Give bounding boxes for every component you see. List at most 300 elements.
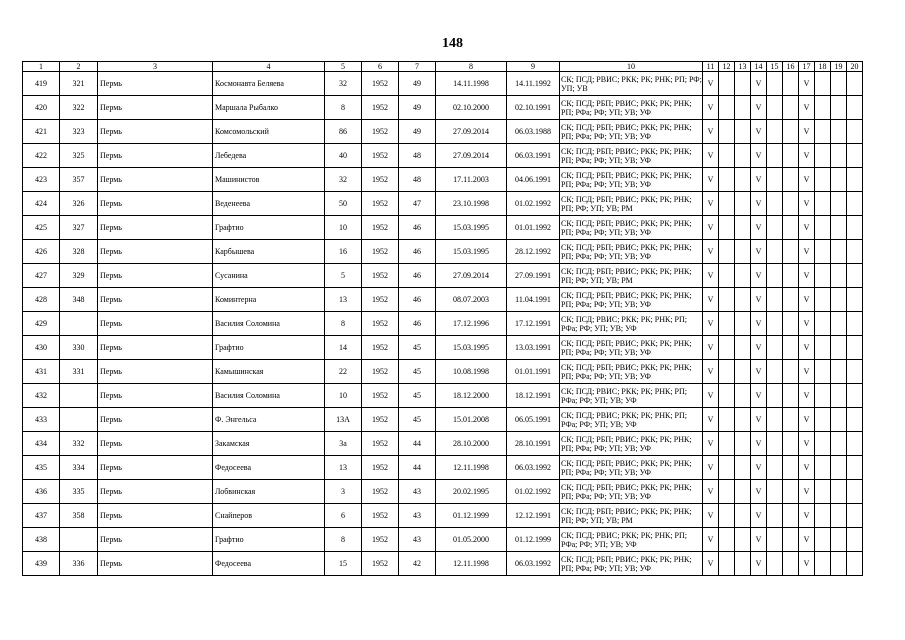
mark-cell: V [703, 216, 719, 240]
mark-cell: V [703, 288, 719, 312]
categories-cell: СК; ПСД; РБП; РВИС; РКК; РК; РНК; РП; РФа; РФ; УП; УВ; УФ [560, 336, 703, 360]
mark-cell [767, 528, 783, 552]
mark-cell [831, 432, 847, 456]
mark-cell [815, 504, 831, 528]
mark-cell: V [751, 552, 767, 576]
street-cell: Машинистов [213, 168, 325, 192]
categories-cell: СК; ПСД; РВИС; РКК; РК; РНК; РП; РФа; РФ; УП; УВ; УФ [560, 528, 703, 552]
column-header: 17 [799, 62, 815, 72]
mark-cell [735, 312, 751, 336]
mark-cell [719, 72, 735, 96]
mark-cell [719, 480, 735, 504]
column-header: 3 [98, 62, 213, 72]
mark-cell: V [703, 168, 719, 192]
mark-cell: V [799, 456, 815, 480]
year-cell: 1952 [362, 336, 399, 360]
year-cell: 1952 [362, 120, 399, 144]
mark-cell [767, 480, 783, 504]
column-header: 18 [815, 62, 831, 72]
mark-cell: V [751, 120, 767, 144]
categories-cell: СК; ПСД; РБП; РВИС; РКК; РК; РНК; РП; РФа; РФ; УП; УВ; УФ [560, 96, 703, 120]
mark-cell: V [799, 504, 815, 528]
mark-cell [815, 96, 831, 120]
value-cell: 46 [399, 264, 436, 288]
mark-cell: V [703, 120, 719, 144]
mark-cell: V [751, 480, 767, 504]
date-cell: 27.09.2014 [436, 120, 507, 144]
mark-cell [815, 552, 831, 576]
row-number: 431 [23, 360, 60, 384]
house-cell: 5 [325, 264, 362, 288]
date-cell: 12.11.1998 [436, 552, 507, 576]
mark-cell [783, 192, 799, 216]
date-cell: 02.10.1991 [507, 96, 560, 120]
value-cell: 43 [399, 480, 436, 504]
mark-cell [831, 312, 847, 336]
mark-cell [767, 432, 783, 456]
object-id [60, 384, 98, 408]
mark-cell: V [799, 72, 815, 96]
date-cell: 06.03.1991 [507, 144, 560, 168]
categories-cell: СК; ПСД; РБП; РВИС; РКК; РК; РНК; РП; РФ; УП; УВ; РМ [560, 192, 703, 216]
mark-cell [815, 144, 831, 168]
house-cell: 13 [325, 288, 362, 312]
object-id: 329 [60, 264, 98, 288]
table-row [23, 552, 863, 576]
mark-cell [831, 192, 847, 216]
column-header: 5 [325, 62, 362, 72]
mark-cell [815, 168, 831, 192]
categories-cell: СК; ПСД; РВИС; РКК; РК; РНК; РП; РФа; РФ; УП; УВ; УФ [560, 312, 703, 336]
mark-cell [767, 384, 783, 408]
mark-cell: V [751, 384, 767, 408]
object-id: 325 [60, 144, 98, 168]
object-id: 321 [60, 72, 98, 96]
mark-cell [735, 456, 751, 480]
mark-cell [815, 456, 831, 480]
mark-cell: V [751, 432, 767, 456]
mark-cell [735, 216, 751, 240]
date-cell: 01.01.1992 [507, 216, 560, 240]
house-cell: 16 [325, 240, 362, 264]
mark-cell [847, 168, 863, 192]
mark-cell: V [751, 192, 767, 216]
mark-cell [735, 144, 751, 168]
mark-cell [735, 72, 751, 96]
year-cell: 1952 [362, 552, 399, 576]
object-id [60, 528, 98, 552]
house-cell: 8 [325, 528, 362, 552]
column-header: 2 [60, 62, 98, 72]
mark-cell [847, 360, 863, 384]
column-header: 12 [719, 62, 735, 72]
city-cell: Пермь [98, 240, 213, 264]
street-cell: Коминтерна [213, 288, 325, 312]
mark-cell [831, 72, 847, 96]
mark-cell: V [703, 408, 719, 432]
column-header: 16 [783, 62, 799, 72]
mark-cell [767, 312, 783, 336]
value-cell: 48 [399, 168, 436, 192]
mark-cell [735, 552, 751, 576]
year-cell: 1952 [362, 480, 399, 504]
mark-cell [831, 216, 847, 240]
house-cell: 13 [325, 456, 362, 480]
city-cell: Пермь [98, 336, 213, 360]
table-row [23, 264, 863, 288]
value-cell: 49 [399, 96, 436, 120]
house-cell: 3а [325, 432, 362, 456]
mark-cell [719, 120, 735, 144]
date-cell: 08.07.2003 [436, 288, 507, 312]
row-number: 429 [23, 312, 60, 336]
mark-cell [735, 528, 751, 552]
mark-cell: V [799, 168, 815, 192]
mark-cell: V [799, 432, 815, 456]
year-cell: 1952 [362, 432, 399, 456]
row-number: 434 [23, 432, 60, 456]
row-number: 419 [23, 72, 60, 96]
column-header: 19 [831, 62, 847, 72]
object-id: 334 [60, 456, 98, 480]
mark-cell [735, 120, 751, 144]
date-cell: 11.04.1991 [507, 288, 560, 312]
house-cell: 15 [325, 552, 362, 576]
city-cell: Пермь [98, 456, 213, 480]
value-cell: 46 [399, 240, 436, 264]
value-cell: 44 [399, 432, 436, 456]
mark-cell [831, 120, 847, 144]
mark-cell [719, 216, 735, 240]
object-id: 336 [60, 552, 98, 576]
house-cell: 3 [325, 480, 362, 504]
row-number: 433 [23, 408, 60, 432]
year-cell: 1952 [362, 144, 399, 168]
mark-cell [831, 552, 847, 576]
date-cell: 01.02.1992 [507, 480, 560, 504]
mark-cell: V [703, 360, 719, 384]
mark-cell [847, 456, 863, 480]
mark-cell [719, 528, 735, 552]
mark-cell [719, 288, 735, 312]
value-cell: 45 [399, 360, 436, 384]
mark-cell: V [703, 504, 719, 528]
mark-cell [719, 312, 735, 336]
mark-cell [783, 456, 799, 480]
mark-cell [815, 288, 831, 312]
mark-cell: V [799, 384, 815, 408]
mark-cell [767, 504, 783, 528]
value-cell: 46 [399, 288, 436, 312]
mark-cell: V [703, 384, 719, 408]
mark-cell: V [799, 96, 815, 120]
mark-cell: V [703, 312, 719, 336]
mark-cell: V [799, 360, 815, 384]
register-table [22, 61, 863, 576]
table-row [23, 192, 863, 216]
mark-cell: V [799, 264, 815, 288]
city-cell: Пермь [98, 168, 213, 192]
mark-cell: V [751, 264, 767, 288]
mark-cell [783, 144, 799, 168]
city-cell: Пермь [98, 264, 213, 288]
year-cell: 1952 [362, 528, 399, 552]
mark-cell [815, 240, 831, 264]
date-cell: 06.03.1992 [507, 456, 560, 480]
year-cell: 1952 [362, 456, 399, 480]
mark-cell [831, 264, 847, 288]
street-cell: Василия Соломина [213, 312, 325, 336]
categories-cell: СК; ПСД; РБП; РВИС; РКК; РК; РНК; РП; РФа; РФ; УП; УВ; УФ [560, 216, 703, 240]
mark-cell [735, 480, 751, 504]
year-cell: 1952 [362, 384, 399, 408]
street-cell: Графтио [213, 336, 325, 360]
date-cell: 17.12.1991 [507, 312, 560, 336]
mark-cell [831, 456, 847, 480]
table-row [23, 432, 863, 456]
object-id: 358 [60, 504, 98, 528]
mark-cell [847, 408, 863, 432]
mark-cell [847, 192, 863, 216]
mark-cell [831, 168, 847, 192]
column-header: 10 [560, 62, 703, 72]
mark-cell: V [799, 480, 815, 504]
city-cell: Пермь [98, 312, 213, 336]
date-cell: 28.10.1991 [507, 432, 560, 456]
date-cell: 17.12.1996 [436, 312, 507, 336]
mark-cell [783, 360, 799, 384]
mark-cell [815, 432, 831, 456]
year-cell: 1952 [362, 264, 399, 288]
city-cell: Пермь [98, 360, 213, 384]
value-cell: 45 [399, 408, 436, 432]
date-cell: 23.10.1998 [436, 192, 507, 216]
city-cell: Пермь [98, 288, 213, 312]
mark-cell [847, 120, 863, 144]
column-header: 13 [735, 62, 751, 72]
mark-cell [815, 336, 831, 360]
date-cell: 14.11.1998 [436, 72, 507, 96]
categories-cell: СК; ПСД; РБП; РВИС; РКК; РК; РНК; РП; РФа; РФ; УП; УВ; УФ [560, 288, 703, 312]
object-id: 323 [60, 120, 98, 144]
mark-cell: V [751, 456, 767, 480]
mark-cell [831, 480, 847, 504]
mark-cell: V [751, 312, 767, 336]
categories-cell: СК; ПСД; РВИС; РКК; РК; РНК; РП; РФа; РФ; УП; УВ; УФ [560, 408, 703, 432]
year-cell: 1952 [362, 96, 399, 120]
mark-cell [719, 336, 735, 360]
mark-cell: V [799, 312, 815, 336]
categories-cell: СК; ПСД; РБП; РВИС; РКК; РК; РНК; РП; РФа; РФ; УП; УВ; УФ [560, 480, 703, 504]
date-cell: 12.11.1998 [436, 456, 507, 480]
mark-cell: V [703, 72, 719, 96]
mark-cell: V [703, 480, 719, 504]
value-cell: 48 [399, 144, 436, 168]
row-number: 426 [23, 240, 60, 264]
mark-cell [847, 288, 863, 312]
mark-cell [735, 384, 751, 408]
year-cell: 1952 [362, 288, 399, 312]
mark-cell: V [703, 144, 719, 168]
categories-cell: СК; ПСД; РБП; РВИС; РКК; РК; РНК; РП; РФа; РФ; УП; УВ; УФ [560, 144, 703, 168]
mark-cell: V [751, 408, 767, 432]
street-cell: Графтио [213, 216, 325, 240]
categories-cell: СК; ПСД; РБП; РВИС; РКК; РК; РНК; РП; РФа; РФ; УП; УВ; УФ [560, 456, 703, 480]
mark-cell [735, 192, 751, 216]
mark-cell [735, 288, 751, 312]
mark-cell [767, 192, 783, 216]
mark-cell [847, 216, 863, 240]
mark-cell: V [751, 216, 767, 240]
date-cell: 12.12.1991 [507, 504, 560, 528]
mark-cell: V [799, 336, 815, 360]
city-cell: Пермь [98, 432, 213, 456]
mark-cell [815, 408, 831, 432]
object-id [60, 408, 98, 432]
house-cell: 40 [325, 144, 362, 168]
row-number: 430 [23, 336, 60, 360]
mark-cell [767, 360, 783, 384]
mark-cell: V [751, 96, 767, 120]
street-cell: Карбышева [213, 240, 325, 264]
mark-cell: V [703, 336, 719, 360]
year-cell: 1952 [362, 408, 399, 432]
house-cell: 10 [325, 384, 362, 408]
mark-cell [735, 504, 751, 528]
column-header: 9 [507, 62, 560, 72]
categories-cell: СК; ПСД; РБП; РВИС; РКК; РК; РНК; РП; РФа; РФ; УП; УВ; УФ [560, 168, 703, 192]
table-row [23, 168, 863, 192]
mark-cell [783, 504, 799, 528]
mark-cell [719, 168, 735, 192]
column-header: 6 [362, 62, 399, 72]
mark-cell [719, 552, 735, 576]
mark-cell [783, 288, 799, 312]
mark-cell: V [799, 216, 815, 240]
column-header: 20 [847, 62, 863, 72]
street-cell: Лобвинская [213, 480, 325, 504]
mark-cell: V [703, 240, 719, 264]
date-cell: 20.02.1995 [436, 480, 507, 504]
mark-cell: V [703, 552, 719, 576]
year-cell: 1952 [362, 360, 399, 384]
date-cell: 28.10.2000 [436, 432, 507, 456]
mark-cell: V [799, 144, 815, 168]
value-cell: 44 [399, 456, 436, 480]
mark-cell [847, 336, 863, 360]
mark-cell [735, 96, 751, 120]
value-cell: 49 [399, 120, 436, 144]
mark-cell [767, 336, 783, 360]
mark-cell: V [799, 288, 815, 312]
year-cell: 1952 [362, 240, 399, 264]
mark-cell: V [751, 504, 767, 528]
table-row [23, 120, 863, 144]
mark-cell: V [703, 432, 719, 456]
mark-cell [847, 432, 863, 456]
mark-cell: V [751, 144, 767, 168]
mark-cell [735, 408, 751, 432]
table-row [23, 408, 863, 432]
mark-cell: V [799, 408, 815, 432]
column-header: 11 [703, 62, 719, 72]
mark-cell [847, 384, 863, 408]
mark-cell: V [799, 120, 815, 144]
city-cell: Пермь [98, 72, 213, 96]
house-cell: 8 [325, 312, 362, 336]
date-cell: 17.11.2003 [436, 168, 507, 192]
column-header: 4 [213, 62, 325, 72]
mark-cell: V [751, 168, 767, 192]
street-cell: Графтио [213, 528, 325, 552]
table-row [23, 336, 863, 360]
house-cell: 6 [325, 504, 362, 528]
mark-cell [735, 240, 751, 264]
city-cell: Пермь [98, 144, 213, 168]
value-cell: 43 [399, 528, 436, 552]
row-number: 425 [23, 216, 60, 240]
mark-cell [783, 312, 799, 336]
table-row [23, 456, 863, 480]
mark-cell [719, 96, 735, 120]
mark-cell [767, 144, 783, 168]
object-id [60, 312, 98, 336]
row-number: 438 [23, 528, 60, 552]
mark-cell: V [703, 528, 719, 552]
street-cell: Федосеева [213, 456, 325, 480]
categories-cell: СК; ПСД; РБП; РВИС; РКК; РК; РНК; РП; РФа; РФ; УП; УВ; УФ [560, 240, 703, 264]
mark-cell: V [751, 336, 767, 360]
table-row [23, 528, 863, 552]
street-cell: Космонавта Беляева [213, 72, 325, 96]
city-cell: Пермь [98, 120, 213, 144]
house-cell: 13А [325, 408, 362, 432]
mark-cell [783, 216, 799, 240]
object-id: 332 [60, 432, 98, 456]
house-cell: 10 [325, 216, 362, 240]
mark-cell [783, 96, 799, 120]
mark-cell [815, 120, 831, 144]
mark-cell [847, 96, 863, 120]
mark-cell [767, 72, 783, 96]
column-header: 7 [399, 62, 436, 72]
year-cell: 1952 [362, 216, 399, 240]
column-header: 1 [23, 62, 60, 72]
mark-cell [719, 408, 735, 432]
mark-cell [767, 408, 783, 432]
year-cell: 1952 [362, 312, 399, 336]
categories-cell: СК; ПСД; РБП; РВИС; РКК; РК; РНК; РП; РФа; РФ; УП; УВ; УФ [560, 360, 703, 384]
row-number: 423 [23, 168, 60, 192]
mark-cell [831, 96, 847, 120]
row-number: 422 [23, 144, 60, 168]
mark-cell: V [799, 240, 815, 264]
categories-cell: СК; ПСД; РБП; РВИС; РКК; РК; РНК; РП; РФ; УП; УВ; РМ [560, 504, 703, 528]
city-cell: Пермь [98, 552, 213, 576]
mark-cell [831, 384, 847, 408]
house-cell: 14 [325, 336, 362, 360]
date-cell: 04.06.1991 [507, 168, 560, 192]
mark-cell [719, 360, 735, 384]
mark-cell: V [751, 528, 767, 552]
mark-cell [783, 240, 799, 264]
mark-cell: V [751, 240, 767, 264]
mark-cell [783, 384, 799, 408]
house-cell: 86 [325, 120, 362, 144]
column-header: 8 [436, 62, 507, 72]
date-cell: 18.12.2000 [436, 384, 507, 408]
date-cell: 06.05.1991 [507, 408, 560, 432]
